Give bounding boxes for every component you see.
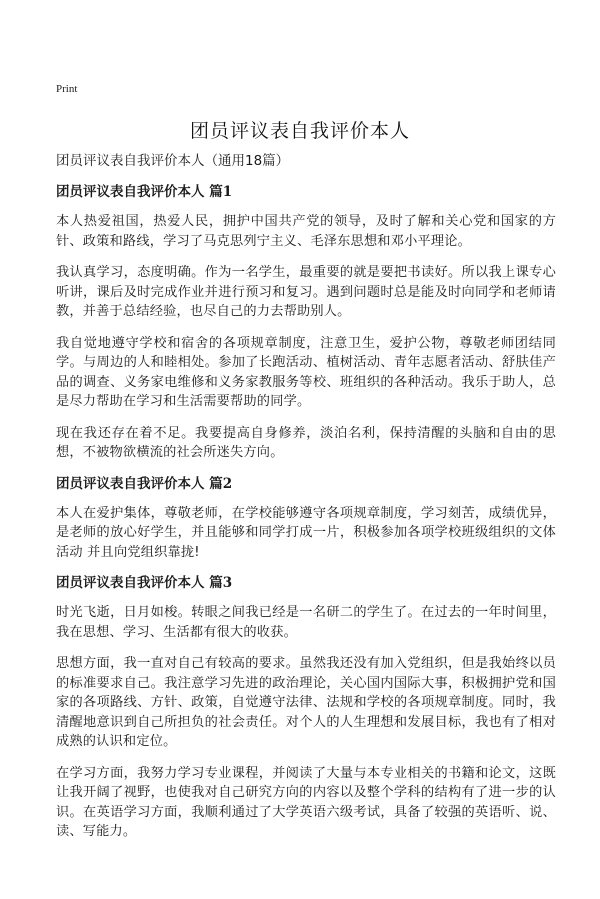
section-heading-3: 团员评议表自我评价本人 篇3 [56, 575, 233, 591]
section-1-paragraph-1: 本人热爱祖国，热爱人民，拥护中国共产党的领导，及时了解和关心党和国家的方针、政策和路线，学习了马克思列宁主义、毛泽东思想和邓小平理论。 [56, 214, 556, 249]
section-3-paragraph-1: 时光飞逝，日月如梭。转眼之间我已经是一名研二的学生了。在过去的一年时间里，我在思想、学习、生活都有很大的收获。 [56, 605, 556, 640]
section-3-paragraph-2: 思想方面，我一直对自己有较高的要求。虽然我还没有加入党组织，但是我始终以员的标准要求自己。我注意学习先进的政治理论，关心国内国际大事，积极拥护党和国家的各项路线、方针、政策，自觉遵守法律、法规和学校的各项规章制度。同时，我清醒地意识到自己所担负的社会责任。对个人的人生理想和发展目标，我也有了相对成熟的认识和定位。 [56, 656, 556, 749]
section-1-paragraph-2: 我认真学习，态度明确。作为一名学生，最重要的就是要把书读好。所以我上课专心听讲，课后及时完成作业并进行预习和复习。遇到问题时总是能及时向同学和老师请教，并善于总结经验，也尽自己的力去帮助别人。 [56, 265, 556, 319]
section-heading-1: 团员评议表自我评价本人 篇1 [56, 184, 233, 200]
section-heading-2: 团员评议表自我评价本人 篇2 [56, 475, 233, 492]
section-3-paragraph-3: 在学习方面，我努力学习专业课程，并阅读了大量与本专业相关的书籍和论文，这既让我开阔了视野，也使我对自己研究方向的内容以及整个学科的结构有了进一步的认识。在英语学习方面，我顺利通过了大学英语六级考试，具备了较强的英语听、说、读、写能力。 [56, 765, 556, 839]
section-2-paragraph-1: 本人在爱护集体，尊敬老师，在学校能够遵守各项规章制度，学习刻苦，成绩优异，是老师的放心好学生，并且能够和同学打成一片，积极参加各项学校班级组织的文体活动 并且向党组织靠拢! [56, 505, 556, 560]
section-1-paragraph-3: 我自觉地遵守学校和宿舍的各项规章制度，注意卫生，爱护公物，尊敬老师团结同学。与周边的人和睦相处。参加了长跑活动、植树活动、青年志愿者活动、舒肤佳产品的调查、义务家电维修和义务家教服务等校、班组织的各种活动。我乐于助人，总是尽力帮助在学习和生活需要帮助的同学。 [56, 335, 556, 409]
page-title: 团员评议表自我评价本人 [189, 120, 410, 142]
section-1-paragraph-4: 现在我还存在着不足。我要提高自身修养，淡泊名利，保持清醒的头脑和自由的思想，不被物欲横流的社会所迷失方向。 [56, 425, 556, 460]
document-subtitle: 团员评议表自我评价本人（通用18篇） [56, 153, 290, 169]
print-link[interactable]: Print [56, 83, 78, 95]
document-body [56, 152, 556, 854]
